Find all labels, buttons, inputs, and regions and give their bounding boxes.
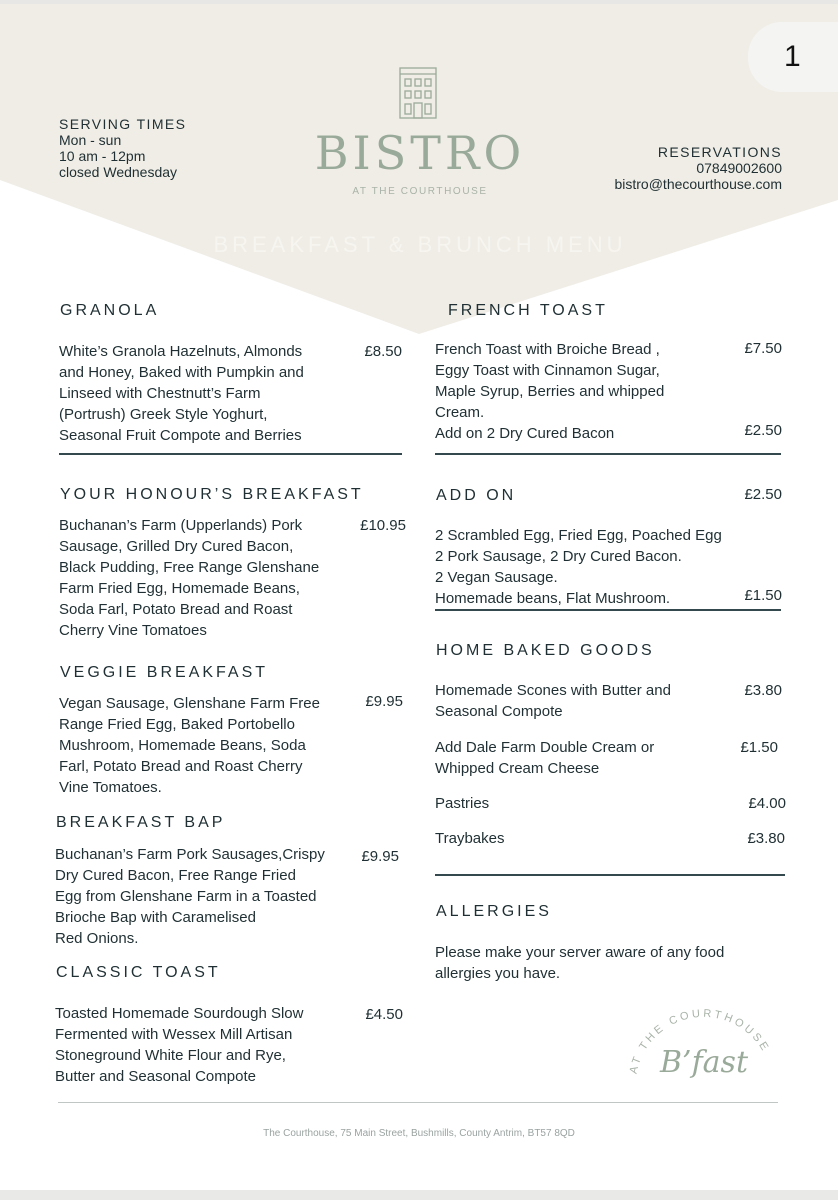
courthouse-building-icon (398, 66, 438, 120)
home-baked-heading: HOME BAKED GOODS (436, 642, 655, 659)
honour-line: Black Pudding, Free Range Glenshane (59, 559, 320, 576)
honour-line: Cherry Vine Tomatoes (59, 622, 207, 639)
baked-divider (435, 874, 785, 876)
granola-description (59, 341, 304, 446)
badge-name: B’fast (659, 1045, 749, 1080)
granola-line: and Honey, Baked with Pumpkin and (59, 364, 304, 381)
baked-item-cream (435, 737, 654, 779)
breakfast-bap-price: £9.95 (361, 848, 399, 865)
granola-line: White’s Granola Hazelnuts, Almonds (59, 343, 303, 360)
french-toast-addon: Add on 2 Dry Cured Bacon (435, 425, 615, 442)
french-line: French Toast with Broiche Bread , (435, 341, 660, 358)
reservations (614, 144, 782, 192)
veggie-line: Farl, Potato Bread and Roast Cherry (59, 758, 303, 775)
honour-line: Soda Farl, Potato Bread and Roast (59, 601, 293, 618)
footer-divider (58, 1102, 778, 1103)
add-on-heading: ADD ON (436, 487, 517, 504)
veggie-line: Mushroom, Homemade Beans, Soda (59, 737, 306, 754)
allergies-line: Please make your server aware of any food (435, 944, 725, 961)
honour-line: Buchanan’s Farm (Upperlands) Pork (59, 517, 303, 534)
veggie-breakfast-heading: VEGGIE BREAKFAST (60, 664, 269, 681)
footer-address: The Courthouse, 75 Main Street, Bushmills, County Antrim, BT57 8QD (263, 1128, 575, 1139)
french-toast-addon-price: £2.50 (744, 422, 782, 439)
honour-breakfast-description (59, 515, 319, 641)
baked-scones-price: £3.80 (744, 682, 782, 699)
granola-price: £8.50 (364, 343, 402, 360)
classic-toast-heading: CLASSIC TOAST (56, 964, 221, 981)
serving-times (59, 116, 186, 180)
serving-hours: 10 am - 12pm (59, 148, 146, 164)
add-on-line: Homemade beans, Flat Mushroom. (435, 590, 671, 607)
baked-line: Seasonal Compote (435, 703, 563, 720)
french-line: Eggy Toast with Cinnamon Sugar, (435, 362, 660, 379)
honour-line: Farm Fried Egg, Homemade Beans, (59, 580, 300, 597)
add-on-line: 2 Vegan Sausage. (435, 569, 558, 586)
breakfast-bap-description (55, 844, 325, 949)
french-toast-price: £7.50 (744, 340, 782, 357)
baked-line: Homemade Scones with Butter and (435, 682, 671, 699)
granola-line: Seasonal Fruit Compote and Berries (59, 427, 302, 444)
french-line: Maple Syrup, Berries and whipped (435, 383, 665, 400)
serving-days: Mon - sun (59, 132, 122, 148)
french-toast-description (435, 339, 664, 423)
granola-heading: GRANOLA (60, 302, 160, 319)
toast-line: Toasted Homemade Sourdough Slow (55, 1005, 304, 1022)
reservations-heading: RESERVATIONS (657, 144, 782, 160)
french-line: Cream. (435, 404, 485, 421)
granola-line: (Portrush) Greek Style Yoghurt, (59, 406, 268, 423)
baked-item-pastries: Pastries (435, 795, 490, 812)
veggie-line: Vine Tomatoes. (59, 779, 162, 796)
honour-line: Sausage, Grilled Dry Cured Bacon, (59, 538, 294, 555)
baked-item-scones (435, 680, 671, 722)
french-toast-heading: FRENCH TOAST (448, 302, 608, 319)
add-on-price: £2.50 (744, 486, 782, 503)
baked-item-traybakes: Traybakes (435, 830, 505, 847)
breakfast-bap-heading: BREAKFAST BAP (56, 814, 226, 831)
classic-toast-price: £4.50 (365, 1006, 403, 1023)
honour-breakfast-heading: YOUR HONOUR’S BREAKFAST (60, 486, 364, 503)
granola-line: Linseed with Chestnutt’s Farm (59, 385, 261, 402)
brand-subtitle: AT THE COURTHOUSE (352, 186, 488, 197)
baked-line: Whipped Cream Cheese (435, 760, 600, 777)
bottom-edge (0, 1190, 838, 1200)
brand-name: BISTRO (314, 126, 526, 180)
menu-title: BREAKFAST & BRUNCH MENU (213, 232, 627, 257)
bap-line: Egg from Glenshane Farm in a Toasted (55, 888, 317, 905)
toast-line: Stoneground White Flour and Rye, (55, 1047, 286, 1064)
classic-toast-description (55, 1003, 303, 1087)
allergies-heading: ALLERGIES (436, 903, 552, 920)
bap-line: Red Onions. (55, 930, 139, 947)
toast-line: Butter and Seasonal Compote (55, 1068, 256, 1085)
veggie-line: Vegan Sausage, Glenshane Farm Free (59, 695, 320, 712)
french-toast-divider (435, 453, 781, 455)
toast-line: Fermented with Wessex Mill Artisan (55, 1026, 293, 1043)
veggie-breakfast-price: £9.95 (365, 693, 403, 710)
veggie-line: Range Fried Egg, Baked Portobello (59, 716, 295, 733)
veggie-breakfast-description (59, 693, 320, 798)
baked-traybakes-price: £3.80 (747, 830, 785, 847)
honour-breakfast-price: £10.95 (360, 517, 406, 534)
serving-times-heading: SERVING TIMES (59, 116, 187, 132)
granola-divider (59, 453, 402, 455)
baked-cream-price: £1.50 (740, 739, 778, 756)
badge-arc-text: AT THE COURTHOUSE (627, 1007, 772, 1075)
baked-line: Add Dale Farm Double Cream or (435, 739, 655, 756)
bap-line: Brioche Bap with Caramelised (55, 909, 256, 926)
add-on-line: 2 Scrambled Egg, Fried Egg, Poached Egg (435, 527, 722, 544)
baked-pastries-price: £4.00 (748, 795, 786, 812)
allergies-line: allergies you have. (435, 965, 561, 982)
reservations-phone: 07849002600 (696, 160, 782, 176)
serving-closed: closed Wednesday (59, 164, 178, 180)
bap-line: Dry Cured Bacon, Free Range Fried (55, 867, 296, 884)
add-on-last-price: £1.50 (744, 587, 782, 604)
allergies-note (435, 942, 724, 984)
page-number: 1 (784, 40, 801, 73)
add-on-line: 2 Pork Sausage, 2 Dry Cured Bacon. (435, 548, 682, 565)
bap-line: Buchanan’s Farm Pork Sausages,Crispy (55, 846, 325, 863)
add-on-list (435, 525, 722, 609)
bfast-logo-badge (618, 996, 788, 1096)
add-on-divider (435, 609, 781, 611)
reservations-email: bistro@thecourthouse.com (614, 176, 782, 192)
